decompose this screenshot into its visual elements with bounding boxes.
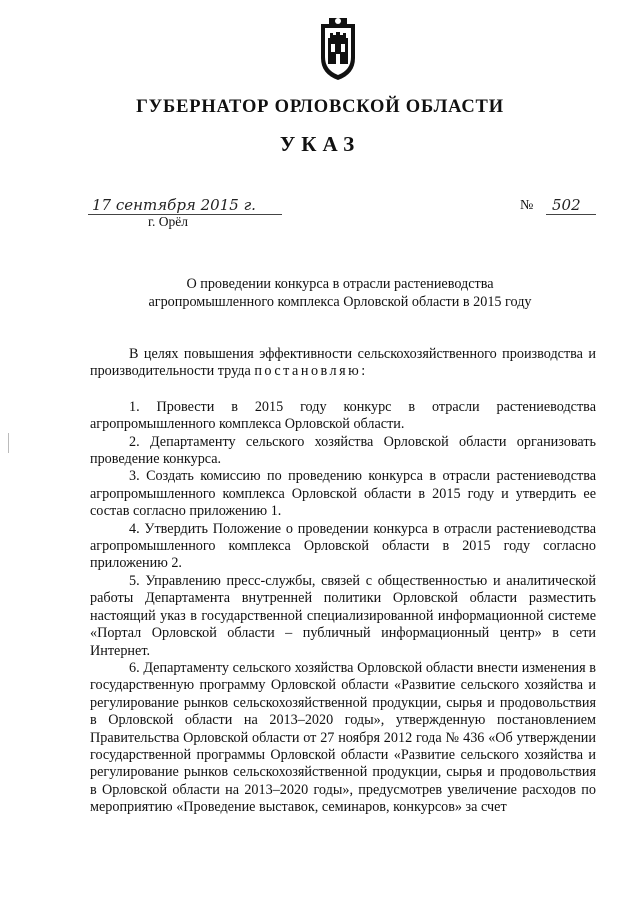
preamble-text: В целях повышения эффективности сельскохозяйственного производства и производительности труда (90, 346, 596, 380)
decree-item-6: 6. Департаменту сельского хозяйства Орловской области внести изменения в государственную программу Орловской области «Развитие сельского хозяйства и регулирование рынков сельскохозяйственной продукции, сырья и продовольствия в Орловской области на 2013–2020 годы», утвержденную постановлением Правительства Орловской области от 27 ноября 2012 года № 436 «Об утверждении государственной программы Орловской области «Развитие сельского хозяйства и регулирование рынков сельскохозяйственной продукции, сырья и продовольствия в Орловской области на 2013–2020 годы», предусмотрев увеличение расходов по мероприятию «Проведение выставок, семинаров, конкурсов» за счет (90, 659, 596, 816)
number-underline (546, 214, 596, 215)
handwritten-date: 17 сентября 2015 г. (92, 196, 256, 214)
subject-line-1: О проведении конкурса в отрасли растениеводства (186, 276, 494, 292)
decree-item-2: 2. Департаменту сельского хозяйства Орловской области организовать проведение конкурса. (90, 433, 596, 468)
preamble-keyword: постановляю: (254, 363, 368, 380)
margin-mark (8, 433, 9, 453)
decree-item-1: 1. Провести в 2015 году конкурс в отрасли растениеводства агропромышленного комплекса Орловской области. (90, 398, 596, 433)
decree-item-5: 5. Управлению пресс-службы, связей с общественностью и аналитической работы Департамента внутренней политики Орловской области разместить настоящий указ в государственной специализированной информационной системе «Портал Орловской области – публичный информационный центр» в сети Интернет. (90, 572, 596, 659)
number-sign: № (520, 198, 534, 213)
decree-item-3: 3. Создать комиссию по проведению конкурса в отрасли растениеводства агропромышленного комплекса Орловской области в 2015 году и утвердить ее состав согласно приложению 1. (90, 468, 596, 520)
document-subject (60, 275, 620, 311)
authority-title: ГУБЕРНАТОР ОРЛОВСКОЙ ОБЛАСТИ (136, 97, 504, 117)
coat-of-arms-icon (315, 18, 361, 82)
decree-item-4: 4. Утвердить Положение о проведении конкурса в отрасли растениеводства агропромышленного комплекса Орловской области в 2015 году согласно приложению 2. (90, 520, 596, 572)
city-label: г. Орёл (148, 214, 188, 229)
decree-body (90, 346, 596, 817)
preamble (90, 346, 596, 381)
document-type: УКАЗ (279, 132, 361, 156)
subject-line-2: агропромышленного комплекса Орловской области в 2015 году (148, 294, 532, 310)
handwritten-number: 502 (552, 196, 581, 214)
